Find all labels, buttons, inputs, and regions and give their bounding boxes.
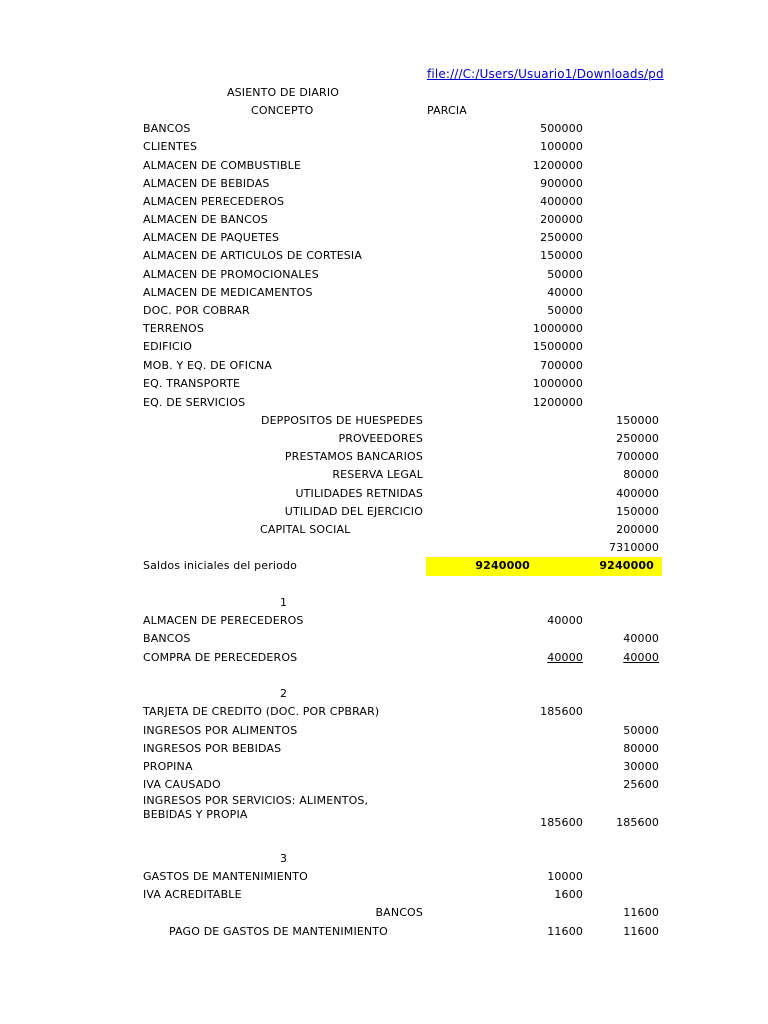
debit-amount: 1000000 [532,322,583,335]
journal-title: ASIENTO DE DIARIO [227,86,340,99]
entry-number: 3 [280,852,288,865]
account-label: ALMACEN DE PERECEDEROS [143,614,304,627]
account-label: ALMACEN DE BANCOS [143,213,268,226]
credit-amount: 80000 [623,468,659,481]
debit-amount: 40000 [547,614,583,627]
credit-amount: 700000 [616,450,659,463]
credit-amount: 40000 [623,632,659,645]
credit-amount: 50000 [623,724,659,737]
account-label: EQ. DE SERVICIOS [143,396,246,409]
debit-amount: 700000 [540,359,583,372]
debit-amount: 1600 [554,888,583,901]
account-label: INGRESOS POR ALIMENTOS [143,724,298,737]
debit-amount: 1200000 [532,396,583,409]
account-label: TERRENOS [143,322,204,335]
debit-amount: 1000000 [532,377,583,390]
credit-account-label: PRESTAMOS BANCARIOS [284,450,423,463]
debit-total: 11600 [547,925,583,938]
account-label: ALMACEN DE COMBUSTIBLE [143,159,302,172]
account-label: EDIFICIO [143,340,193,353]
debit-total: 185600 [540,816,583,829]
account-label: ALMACEN DE ARTICULOS DE CORTESIA [143,249,363,262]
debit-amount: 100000 [540,140,583,153]
debit-amount: 40000 [547,286,583,299]
credit-amount: 200000 [616,523,659,536]
debit-amount: 50000 [547,304,583,317]
account-label: BANCOS [143,632,191,645]
account-label: ALMACEN DE PROMOCIONALES [143,268,319,281]
debit-amount: 400000 [540,195,583,208]
debit-amount: 250000 [540,231,583,244]
debit-amount: 185600 [540,705,583,718]
debit-amount: 200000 [540,213,583,226]
account-label: GASTOS DE MANTENIMIENTO [143,870,308,883]
credit-amount: 11600 [623,906,659,919]
debit-amount: 150000 [540,249,583,262]
debit-amount: 10000 [547,870,583,883]
debit-amount: 500000 [540,122,583,135]
credit-subtotal: 7310000 [608,541,659,554]
saldos-label: Saldos iniciales del periodo [143,559,297,572]
credit-account-label: DEPPOSITOS DE HUESPEDES [260,414,423,427]
debit-total: 40000 [547,651,583,664]
account-label: DOC. POR COBRAR [143,304,250,317]
entry-number: 1 [280,596,288,609]
credit-amount: 150000 [616,414,659,427]
credit-account-label: RESERVA LEGAL [332,468,423,481]
account-label: INGRESOS POR BEBIDAS [143,742,282,755]
saldos-debit-total: 9240000 [475,559,530,572]
concepto-header: CONCEPTO [251,104,314,117]
credit-account-label: CAPITAL SOCIAL [260,523,351,536]
credit-amount: 250000 [616,432,659,445]
account-label: IVA ACREDITABLE [143,888,242,901]
file-path-link[interactable]: file:///C:/Users/Usuario1/Downloads/pd [427,67,664,81]
account-label: PROPINA [143,760,193,773]
saldos-credit-total: 9240000 [599,559,654,572]
credit-account-label: BANCOS [375,906,423,919]
account-label: IVA CAUSADO [143,778,221,791]
debit-amount: 900000 [540,177,583,190]
credit-account-label: PROVEEDORES [338,432,423,445]
account-label: EQ. TRANSPORTE [143,377,241,390]
credit-total: 185600 [616,816,659,829]
entry-number: 2 [280,687,288,700]
account-label: ALMACEN PERECEDEROS [143,195,285,208]
parcial-header: PARCIA [427,104,467,117]
account-label: ALMACEN DE PAQUETES [143,231,280,244]
debit-amount: 1500000 [532,340,583,353]
credit-account-label: UTILIDADES RETNIDAS [295,487,423,500]
account-label: MOB. Y EQ. DE OFICNA [143,359,273,372]
debit-amount: 1200000 [532,159,583,172]
entry-concept: COMPRA DE PERECEDEROS [143,651,298,664]
account-label: ALMACEN DE BEBIDAS [143,177,270,190]
account-label: BANCOS [143,122,191,135]
credit-amount: 150000 [616,505,659,518]
credit-amount: 30000 [623,760,659,773]
debit-amount: 50000 [547,268,583,281]
credit-total: 11600 [623,925,659,938]
account-label: CLIENTES [143,140,198,153]
credit-amount: 25600 [623,778,659,791]
credit-amount: 400000 [616,487,659,500]
credit-amount: 80000 [623,742,659,755]
account-label: ALMACEN DE MEDICAMENTOS [143,286,313,299]
account-label: TARJETA DE CREDITO (DOC. POR CPBRAR) [143,705,380,718]
entry-concept: INGRESOS POR SERVICIOS: ALIMENTOS, BEBIDAS Y PROPIA [143,794,369,821]
credit-account-label: UTILIDAD DEL EJERCICIO [284,505,423,518]
entry-concept: PAGO DE GASTOS DE MANTENIMIENTO [169,925,388,938]
credit-total: 40000 [623,651,659,664]
